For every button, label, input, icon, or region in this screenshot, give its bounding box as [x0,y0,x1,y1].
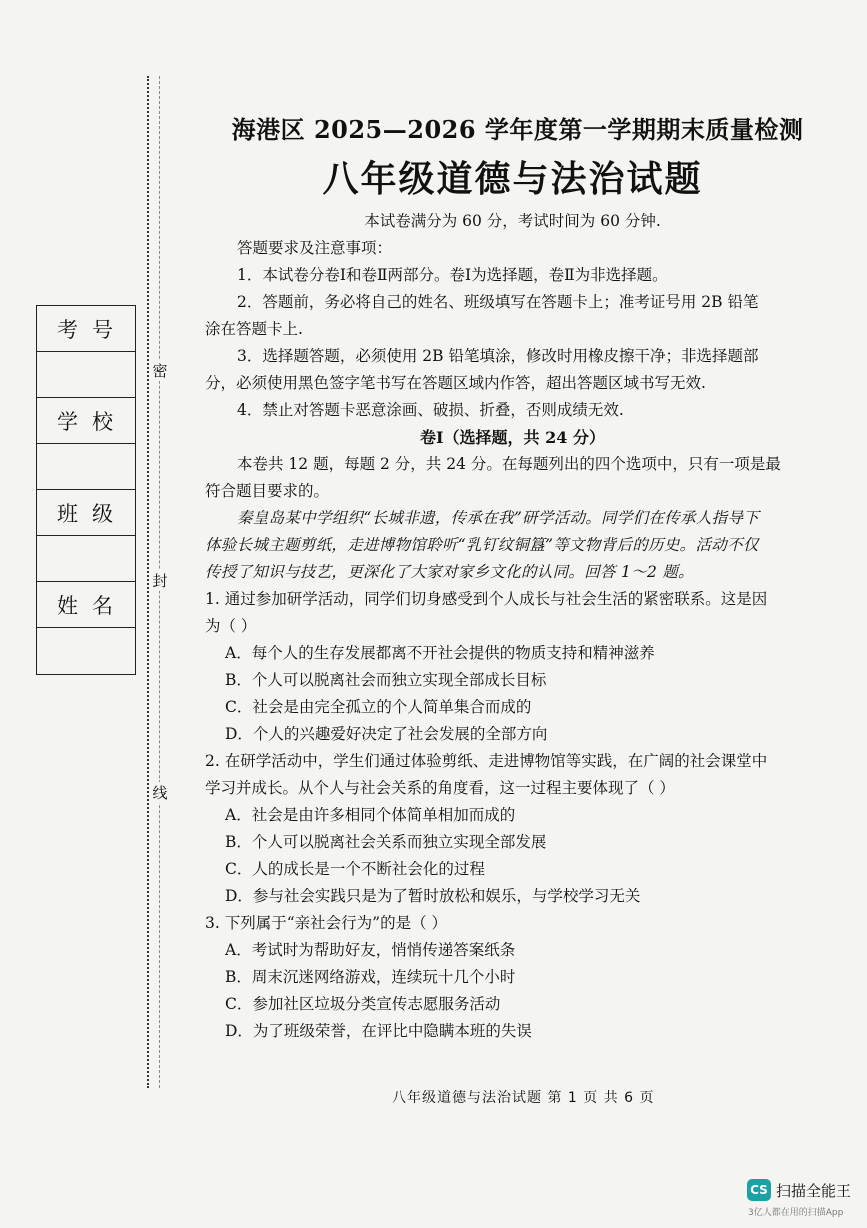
question-3-stem: 3. 下列属于“亲社会行为”的是（ ） [205,914,447,932]
seal-line [147,76,149,1088]
question-1-option-c: C．社会是由完全孤立的个人简单集合而成的 [225,698,532,716]
page-footer: 八年级道德与法治试题 第 1 页 共 6 页 [392,1090,655,1106]
exam-title: 海港区 2025—2026 学年度第一学期期末质量检测 [231,115,804,144]
class-field[interactable] [37,536,135,582]
section-intro: 本卷共 12 题，每题 2 分，共 24 分。在每题列出的四个选项中，只有一项是最 [237,455,781,473]
question-1-stem: 为（ ） [205,617,257,635]
exam-subject-title: 八年级道德与法治试题 [322,158,703,200]
question-2-stem: 2. 在研学活动中，学生们通过体验剪纸、走进博物馆等实践，在广阔的社会课堂中 [205,752,768,770]
question-3-option-b: B．周末沉迷网络游戏，连续玩十几个小时 [225,968,516,986]
exam-content [205,110,820,1045]
class-label: 班级 [37,490,135,536]
camscanner-logo-icon: CS [747,1179,771,1201]
question-2-stem: 学习并成长。从个人与社会关系的角度看，这一过程主要体现了（ ） [205,779,675,797]
school-field[interactable] [37,444,135,490]
seal-char-mi: 密 [152,362,168,380]
notice-heading: 答题要求及注意事项： [237,239,393,257]
exam-number-field[interactable] [37,352,135,398]
material-text: 体验长城主题剪纸，走进博物馆聆听“乳钉纹铜簋”等文物背后的历史。活动不仅 [205,536,759,554]
notice-item: 3．选择题答题，必须使用 2B 铅笔填涂，修改时用橡皮擦干净；非选择题部 [237,347,759,365]
exam-info: 本试卷满分为 60 分，考试时间为 60 分钟. [364,212,661,230]
seal-char-xian: 线 [152,784,168,802]
name-field[interactable] [37,628,135,674]
section-title: 卷Ⅰ（选择题，共 24 分） [420,428,605,447]
question-2-option-a: A．社会是由许多相同个体简单相加而成的 [225,806,516,824]
question-3-option-a: A．考试时为帮助好友，悄悄传递答案纸条 [225,941,516,959]
student-info-box [36,305,136,675]
scanner-slogan: 3亿人都在用的扫描App [748,1208,844,1218]
question-2-option-d: D．参与社会实践只是为了暂时放松和娱乐，与学校学习无关 [225,887,641,905]
section-intro: 符合题目要求的。 [205,482,330,500]
notice-item: 分，必须使用黑色签字笔书写在答题区域内作答，超出答题区域书写无效. [205,374,706,392]
scanner-app-name: 扫描全能王 [776,1181,852,1200]
exam-number-label: 考号 [37,306,135,352]
material-text: 传授了知识与技艺，更深化了大家对家乡文化的认同。回答 1～2 题。 [205,563,694,581]
seal-char-feng: 封 [152,572,168,590]
question-3-option-c: C．参加社区垃圾分类宣传志愿服务活动 [225,995,501,1013]
notice-item: 2．答题前，务必将自己的姓名、班级填写在答题卡上；准考证号用 2B 铅笔 [237,293,759,311]
notice-item: 4．禁止对答题卡恶意涂画、破损、折叠，否则成绩无效. [237,401,624,419]
question-1-stem: 1. 通过参加研学活动，同学们切身感受到个人成长与社会生活的紧密联系。这是因 [205,590,768,608]
notice-item: 1．本试卷分卷Ⅰ和卷Ⅱ两部分。卷Ⅰ为选择题，卷Ⅱ为非选择题。 [237,266,668,284]
scanner-watermark [747,1179,851,1201]
question-1-option-b: B．个人可以脱离社会而独立实现全部成长目标 [225,671,547,689]
school-label: 学校 [37,398,135,444]
material-text: 秦皇岛某中学组织“长城非遗，传承在我”研学活动。同学们在传承人指导下 [237,509,760,527]
question-1-option-d: D．个人的兴趣爱好决定了社会发展的全部方向 [225,725,548,743]
question-2-option-c: C．人的成长是一个不断社会化的过程 [225,860,485,878]
question-1-option-a: A．每个人的生存发展都离不开社会提供的物质支持和精神滋养 [225,644,655,662]
name-label: 姓名 [37,582,135,628]
notice-item: 涂在答题卡上. [205,320,303,338]
question-3-option-d: D．为了班级荣誉，在评比中隐瞒本班的失误 [225,1022,532,1040]
question-2-option-b: B．个人可以脱离社会关系而独立实现全部发展 [225,833,547,851]
